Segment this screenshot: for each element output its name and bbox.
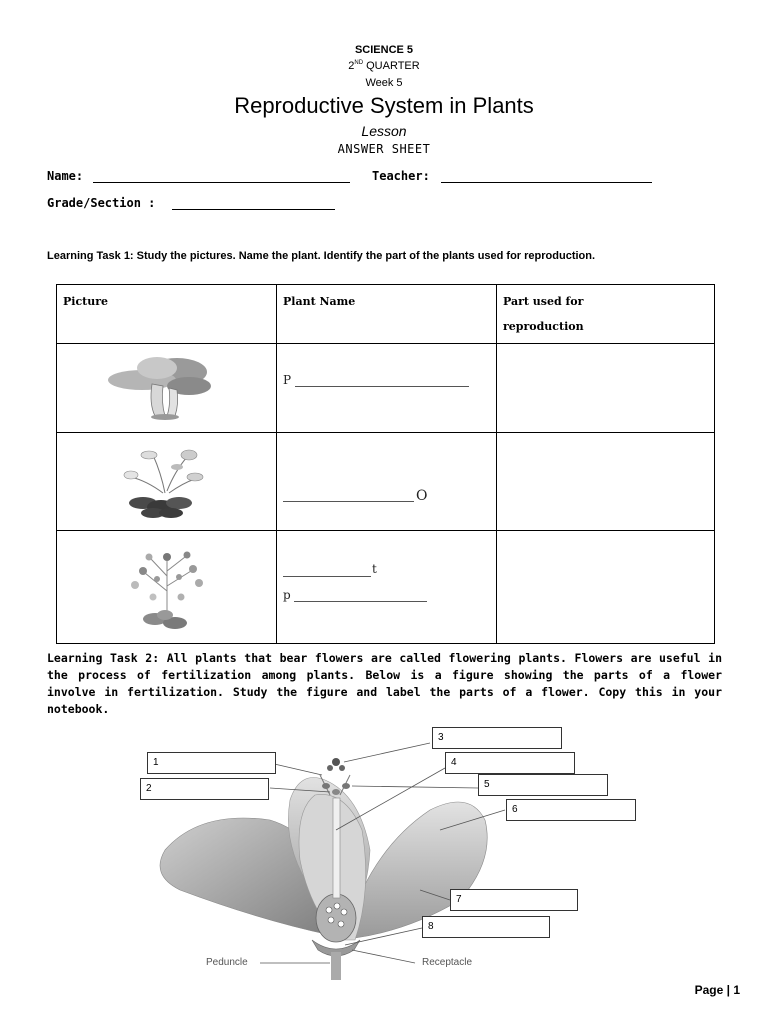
lesson-subtitle: Lesson — [361, 123, 407, 139]
teacher-label: Teacher: — [372, 169, 430, 183]
table-row — [57, 344, 715, 433]
part-used-cell[interactable] — [497, 344, 715, 433]
label-box-3[interactable]: 3 — [432, 727, 562, 749]
mushroom-cluster-icon — [57, 344, 276, 427]
task2-instruction: Learning Task 2: All plants that bear flowers are called flowering plants. Flowers are useful in the process of fertilization among plants. Below is a figure showing the parts of a flower involve in fertilization. Study the figure and label the parts of a flower. Copy this in your notebook. — [47, 651, 722, 716]
quarter-number: 2 — [348, 60, 355, 72]
table-row — [57, 433, 715, 531]
label-box-6[interactable]: 6 — [506, 799, 636, 821]
plant-name-hint: t — [372, 562, 377, 576]
grade-section-field[interactable] — [172, 197, 335, 210]
label-box-1[interactable]: 1 — [147, 752, 276, 774]
grade-section-label: Grade/Section : — [47, 196, 156, 210]
label-box-4[interactable]: 4 — [445, 752, 575, 774]
plant-name-blank[interactable] — [283, 576, 371, 577]
quarter-suffix: ND — [354, 60, 364, 66]
peduncle — [331, 952, 341, 980]
plant-name-hint: O — [416, 488, 428, 504]
peduncle-label: Peduncle — [206, 957, 248, 968]
label-box-8[interactable]: 8 — [422, 916, 550, 938]
part-used-cell[interactable] — [497, 531, 715, 644]
quarter-word: QUARTER — [366, 60, 420, 72]
page-number: Page | 1 — [694, 983, 740, 997]
label-box-2[interactable]: 2 — [140, 778, 269, 800]
picture-cell — [57, 531, 277, 644]
picture-cell — [57, 433, 277, 531]
receptacle-label: Receptacle — [422, 957, 473, 968]
quarter-heading — [0, 60, 768, 72]
header-part-used: Part used for reproduction — [497, 285, 715, 344]
picture-cell — [57, 344, 277, 433]
table-row — [57, 531, 715, 644]
name-field[interactable] — [93, 170, 350, 183]
plant-name-blank[interactable] — [283, 501, 414, 502]
week-heading: Week 5 — [365, 77, 403, 89]
plant-name-cell — [277, 344, 497, 433]
plant-name-hint: P — [283, 373, 292, 387]
teacher-field[interactable] — [441, 170, 652, 183]
page-title: Reproductive System in Plants — [234, 93, 534, 118]
task1-table — [56, 284, 715, 644]
answer-sheet-label: ANSWER SHEET — [337, 142, 431, 156]
anther — [322, 783, 330, 789]
part-used-cell[interactable] — [497, 433, 715, 531]
label-box-7[interactable]: 7 — [450, 889, 578, 911]
plant-name-blank[interactable] — [294, 601, 427, 602]
subject-heading: SCIENCE 5 — [354, 44, 414, 56]
peanut-plant-icon — [57, 433, 276, 525]
plant-name-hint: p — [283, 588, 291, 602]
plant-name-cell — [277, 531, 497, 644]
label-box-5[interactable]: 5 — [478, 774, 608, 796]
name-label: Name: — [47, 169, 84, 183]
stigma — [332, 758, 340, 766]
plant-name-blank[interactable] — [295, 386, 469, 387]
plant-name-cell — [277, 433, 497, 531]
style — [333, 798, 340, 898]
header-picture: Picture — [57, 285, 277, 344]
ovary — [316, 894, 356, 942]
potato-plant-icon — [57, 531, 276, 638]
table-header-row — [57, 285, 715, 344]
header-plant-name: Plant Name — [277, 285, 497, 344]
task1-instruction: Learning Task 1: Study the pictures. Name the plant. Identify the part of the plants used for reproduction. — [47, 250, 596, 262]
